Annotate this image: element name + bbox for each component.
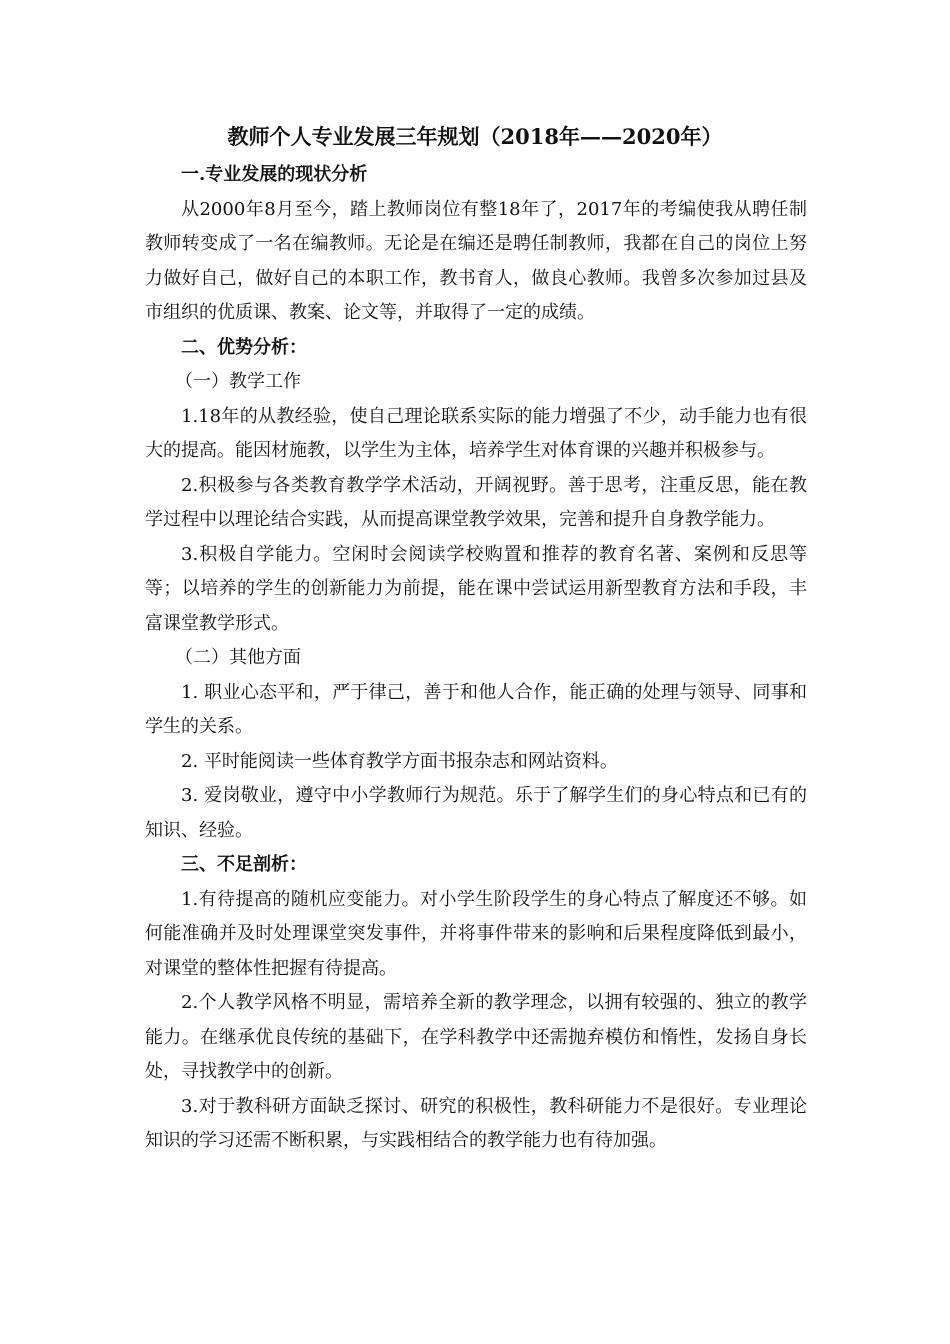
document-title: 教师个人专业发展三年规划（2018年——2020年）	[227, 124, 723, 149]
other-item-1: 1. 职业心态平和，严于律己，善于和他人合作，能正确的处理与领导、同事和学生的关系。	[145, 681, 807, 737]
document-body	[145, 158, 807, 1159]
subheading-other-aspects: （二）其他方面	[175, 647, 301, 668]
teaching-item-2: 2.积极参与各类教育教学学术活动，开阔视野。善于思考，注重反思，能在教学过程中以理论结合实践，从而提高课堂教学效果，完善和提升自身教学能力。	[145, 474, 807, 530]
section-heading-strengths: 二、优势分析：	[181, 336, 307, 358]
section-heading-status: 一.专业发展的现状分析	[181, 164, 368, 185]
other-item-3: 3. 爱岗敬业，遵守中小学教师行为规范。乐于了解学生们的身心特点和已有的知识、经验。	[145, 785, 807, 841]
status-paragraph: 从2000年8月至今，踏上教师岗位有整18年了，2017年的考编使我从聘任制教师转变成了一名在编教师。无论是在编还是聘任制教师，我都在自己的岗位上努力做好自己，做好自己的本职工作，教书育人，做良心教师。我曾多次参加过县及市组织的优质课、教案、论文等，并取得了一定的成绩。	[145, 198, 807, 323]
weakness-paragraph-2: 2.个人教学风格不明显，需培养全新的教学理念，以拥有较强的、独立的教学能力。在继承优良传统的基础下，在学科教学中还需抛弃模仿和惰性，发扬自身长处，寻找教学中的创新。	[145, 992, 807, 1082]
section-heading-weaknesses: 三、不足剖析：	[181, 854, 307, 875]
weakness-paragraph-1: 1.有待提高的随机应变能力。对小学生阶段学生的身心特点了解度还不够。如何能准确并及时处理课堂突发事件，并将事件带来的影响和后果程度降低到最小，对课堂的整体性把握有待提高。	[145, 888, 807, 979]
subheading-teaching-work: （一）教学工作	[175, 371, 301, 392]
other-item-2: 2. 平时能阅读一些体育教学方面书报杂志和网站资料。	[181, 750, 618, 772]
teaching-item-3: 3.积极自学能力。空闲时会阅读学校购置和推荐的教育名著、案例和反思等等；以培养的学生的创新能力为前提，能在课中尝试运用新型教育方法和手段，丰富课堂教学形式。	[145, 543, 807, 634]
teaching-item-1: 1.18年的从教经验，使自己理论联系实际的能力增强了不少，动手能力也有很大的提高。能因材施教，以学生为主体，培养学生对体育课的兴趣并积极参与。	[145, 405, 807, 461]
weakness-paragraph-3: 3.对于教科研方面缺乏探讨、研究的积极性，教科研能力不是很好。专业理论知识的学习还需不断积累，与实践相结合的教学能力也有待加强。	[145, 1095, 807, 1151]
